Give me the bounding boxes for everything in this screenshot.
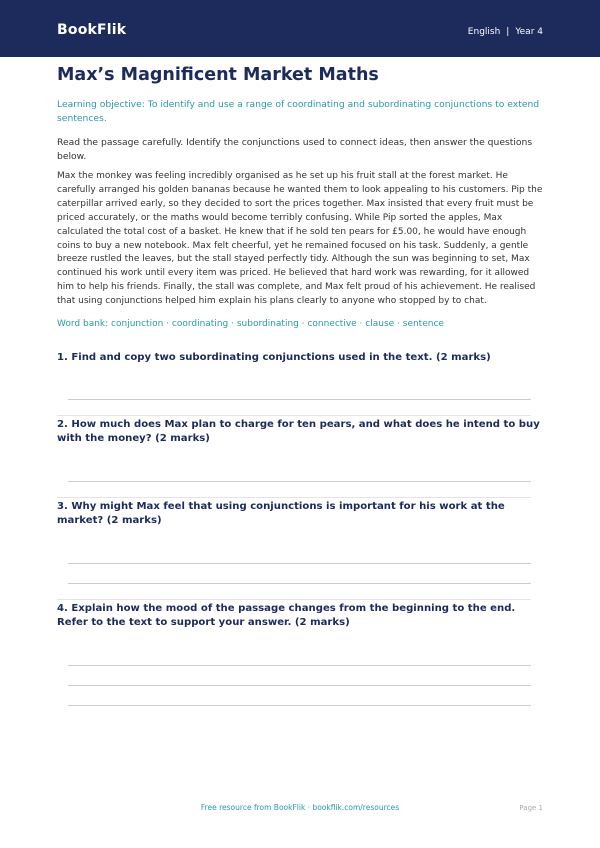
answer-line[interactable] bbox=[68, 665, 531, 666]
page-number: Page 1 bbox=[519, 804, 543, 812]
question-divider bbox=[57, 599, 531, 600]
answer-line[interactable] bbox=[68, 481, 531, 482]
subject-name: English bbox=[467, 27, 501, 37]
question-divider bbox=[57, 415, 531, 416]
answer-line[interactable] bbox=[68, 583, 531, 584]
brand-logo[interactable]: BookFlik bbox=[57, 22, 127, 38]
question-3: 3. Why might Max feel that using conjunctions is important for his work at the market? (2 marks) bbox=[57, 501, 505, 526]
answer-line[interactable] bbox=[68, 399, 531, 400]
question-1: 1. Find and copy two subordinating conjunctions used in the text. (2 marks) bbox=[57, 352, 491, 363]
question-divider bbox=[57, 497, 531, 498]
header-bar bbox=[0, 0, 600, 57]
subject-separator: | bbox=[506, 27, 510, 37]
year-label: Year 4 bbox=[515, 27, 543, 37]
question-4: 4. Explain how the mood of the passage changes from the beginning to the end. Refer to the text to support your answer. (2 marks) bbox=[57, 603, 516, 628]
page-title: Max’s Magnificent Market Maths bbox=[57, 65, 379, 85]
answer-line[interactable] bbox=[68, 685, 531, 686]
answer-line[interactable] bbox=[68, 563, 531, 564]
answer-line[interactable] bbox=[68, 705, 531, 706]
footer-resource-link[interactable]: Free resource from BookFlik · bookflik.com/resources bbox=[200, 803, 400, 812]
reading-passage: Max the monkey was feeling incredibly organised as he set up his fruit stall at the forest market. He carefully arranged his golden bananas because he wanted them to look appealing to his customers. Pip the caterpillar arrived early, so they decided to sort the prices together. Max insisted that every fruit must be priced accurately, or the maths would become terribly confusing. While Pip sorted the apples, Max calculated the total cost of a basket. He knew that if he sold ten pears for £5.00, he would have enough coins to buy a new notebook. Max felt cheerful, yet he remained focused on his task. Suddenly, a gentle breeze rustled the leaves, but the stall stayed perfectly tidy. Although the sun was beginning to set, Max continued his work until every item was priced. He believed that hard work was rewarding, for it allowed him to help his friends. Finally, the stall was complete, and Max felt proud of his achievement. He realised that using conjunctions helped him explain his plans clearly to anyone who stopped by to chat. bbox=[57, 171, 543, 307]
subject-label bbox=[468, 27, 543, 37]
word-bank: Word bank: conjunction · coordinating · subordinating · connective · clause · sentence bbox=[57, 319, 444, 329]
instructions: Read the passage carefully. Identify the conjunctions used to connect ideas, then answer the questions below. bbox=[57, 137, 533, 162]
question-2: 2. How much does Max plan to charge for ten pears, and what does he intend to buy with the money? (2 marks) bbox=[57, 419, 540, 444]
learning-objective: Learning objective: To identify and use a range of coordinating and subordinating conjunctions to extend sentences. bbox=[57, 99, 540, 124]
